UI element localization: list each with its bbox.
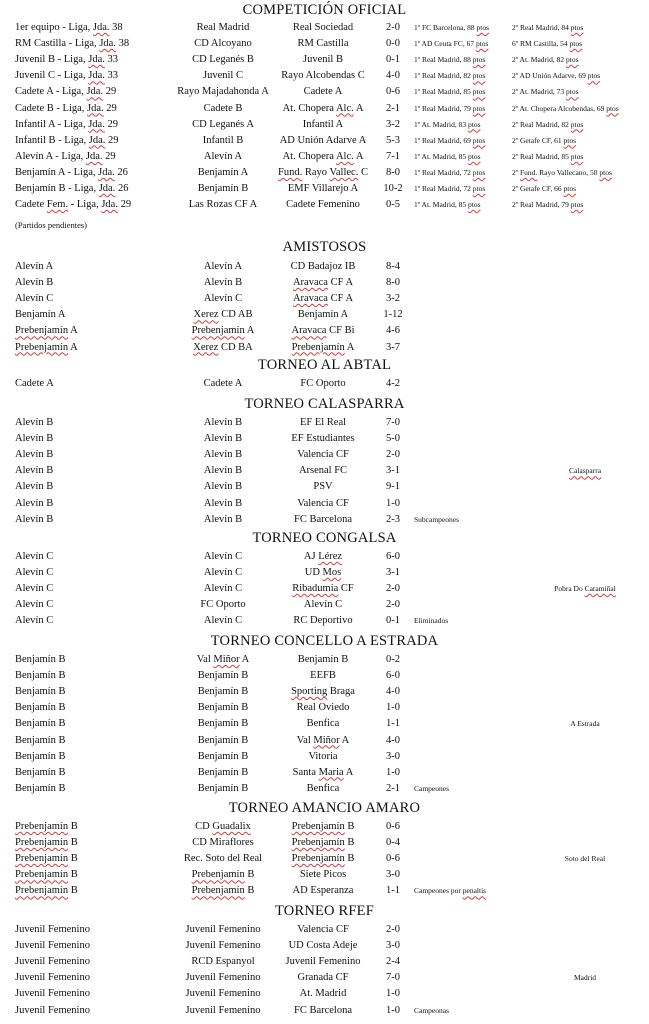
team-category: Alevín B (15, 417, 54, 428)
section-title: TORNEO CONCELLO A ESTRADA (210, 633, 439, 649)
away-team: Aravaca CF A (292, 277, 354, 289)
away-team: Ribadumia CF (292, 583, 354, 595)
away-team: Sporting Braga (291, 686, 355, 698)
score: 1-0 (386, 988, 400, 1000)
standings-note: 2º Real Madrid, 84 ptos (512, 23, 584, 32)
result-row (0, 447, 649, 463)
home-team: Juvenil C (203, 70, 243, 82)
result-row (0, 851, 649, 867)
home-team: CD Guadalix (195, 821, 251, 832)
result-row (0, 986, 649, 1002)
home-team: Prebenjamín B (191, 869, 255, 881)
team-category: Alevín A - Liga, Jda. 29 (15, 150, 116, 162)
home-team: Rayo Majadahonda A (177, 86, 269, 98)
score: 2-4 (386, 956, 400, 968)
result-note: 1º At. Madrid, 83 ptos (414, 119, 481, 129)
result-row (0, 340, 649, 356)
team-category: Benjamín B - Liga, Jda. 26 (15, 183, 129, 194)
pending-footnote: (Partidos pendientes) (15, 220, 87, 230)
away-team: Fund. Rayo Vallec. C (278, 166, 368, 178)
result-row (0, 181, 649, 197)
section-title: TORNEO AL ABTAL (257, 357, 392, 373)
team-category: Benjamín B (15, 702, 66, 714)
home-team: Juvenil Femenino (185, 924, 261, 935)
score: 2-0 (386, 599, 400, 611)
away-team: EF Estudiantes (291, 433, 355, 445)
result-row (0, 668, 649, 684)
score: 1-1 (386, 718, 400, 730)
away-team: Cadete Femenino (286, 199, 360, 211)
away-team: AJ Lérez (303, 551, 343, 562)
result-note: 1º FC Barcelona, 88 ptos (414, 23, 490, 32)
home-team: Prebenjamín A (191, 325, 255, 337)
result-note: 1º AD Ceuta FC, 67 ptos (414, 39, 489, 49)
score: 4-0 (386, 70, 400, 82)
result-row (0, 512, 649, 528)
tournament-place: A Estrada (570, 719, 600, 729)
home-team: Alevín C (203, 293, 243, 305)
result-row (0, 922, 649, 938)
result-row (0, 36, 649, 52)
result-row (0, 20, 649, 36)
tournament-place: Madrid (573, 973, 597, 983)
result-row (0, 954, 649, 970)
result-row (0, 84, 649, 100)
away-team: At. Chopera Alc. A (282, 102, 364, 114)
home-team: CD Leganés B (192, 54, 254, 66)
home-team: Alevín B (203, 433, 243, 445)
away-team: RC Deportivo (293, 615, 353, 627)
away-team: Benfica (306, 782, 340, 794)
home-team: Val Miñor A (196, 654, 250, 665)
score: 2-0 (386, 22, 400, 33)
score: 3-7 (386, 341, 400, 353)
team-category: Alevín C (15, 615, 54, 627)
score: 2-0 (386, 924, 400, 935)
home-team: Benjamín B (197, 718, 249, 730)
result-row (0, 463, 649, 479)
team-category: Benjamín B (15, 670, 66, 682)
home-team: Alevín C (203, 551, 243, 562)
score: 3-0 (386, 869, 400, 881)
score: 1-0 (386, 766, 400, 778)
standings-note: 2º AD Unión Adarve, 69 ptos (512, 71, 601, 81)
team-category: Benjamín A - Liga, Jda. 26 (15, 166, 128, 178)
score: 3-1 (386, 567, 400, 579)
result-row (0, 835, 649, 851)
team-category: Alevín B (15, 513, 54, 525)
home-team: Benjamín B (197, 183, 249, 194)
home-team: Alevín B (203, 465, 243, 477)
section-title: TORNEO RFEF (274, 903, 375, 919)
result-row (0, 52, 649, 68)
team-category: Benjamín B (15, 686, 66, 698)
home-team: Benjamín A (197, 166, 249, 178)
home-team: Juvenil Femenino (185, 940, 261, 952)
team-category: Cadete A - Liga, Jda. 29 (15, 86, 117, 98)
score: 6-0 (386, 670, 400, 682)
score: 5-0 (386, 433, 400, 445)
result-row (0, 867, 649, 883)
score: 0-1 (386, 54, 400, 66)
home-team: Alevín C (203, 567, 243, 579)
team-category: Juvenil B - Liga, Jda. 33 (15, 54, 118, 66)
away-team: Real Sociedad (292, 22, 354, 33)
result-row (0, 291, 649, 307)
result-row (0, 68, 649, 84)
away-team: Benfica (306, 718, 340, 730)
team-category: Benjamín B (15, 718, 66, 730)
home-team: Benjamín B (197, 670, 249, 682)
team-category: 1er equipo - Liga, Jda. 38 (15, 22, 123, 33)
away-team: Valencia CF (297, 497, 349, 509)
team-category: Juvenil Femenino (15, 988, 90, 1000)
team-category: RM Castilla - Liga, Jda. 38 (15, 38, 130, 50)
result-row (0, 431, 649, 447)
team-category: Alevín C (15, 567, 54, 579)
home-team: Cadete A (203, 378, 243, 389)
section-title: TORNEO CALASPARRA (244, 396, 405, 412)
result-note: Subcampeones (414, 514, 459, 524)
home-team: Benjamín B (197, 782, 249, 794)
result-note: Campeones por penaltis (414, 886, 487, 896)
section-title: AMISTOSOS (282, 239, 367, 255)
result-note: Campeonas (414, 1005, 449, 1015)
result-row (0, 819, 649, 835)
team-category: Infantil A - Liga, Jda. 29 (15, 118, 118, 130)
away-team: Siete Picos (299, 869, 347, 881)
score: 0-6 (386, 821, 400, 832)
score: 10-2 (383, 183, 403, 194)
home-team: CD Alcoyano (194, 38, 252, 50)
team-category: Prebenjamín B (15, 885, 78, 897)
home-team: Juvenil Femenino (185, 972, 261, 984)
away-team: AD Esperanza (292, 885, 354, 897)
score: 6-0 (386, 551, 400, 562)
result-row (0, 581, 649, 597)
home-team: Xerez CD BA (193, 341, 253, 353)
away-team: FC Oporto (300, 378, 346, 389)
team-category: Benjamín A (15, 309, 66, 321)
result-row (0, 415, 649, 431)
away-team: Aravaca CF A (292, 293, 354, 305)
result-row (0, 883, 649, 899)
score: 4-2 (386, 378, 400, 389)
home-team: Infantil B (202, 134, 244, 146)
team-category: Alevín C (15, 293, 54, 305)
away-team: Vitoria (308, 750, 338, 762)
section-title: COMPETICIÓN OFICIAL (242, 2, 407, 18)
result-row (0, 376, 649, 392)
home-team: Prebenjamín B (191, 885, 255, 897)
away-team: RM Castilla (297, 38, 349, 50)
away-team: Santa Maria A (292, 766, 354, 778)
team-category: Alevín C (15, 599, 54, 611)
result-note: 1º Real Madrid, 88 ptos (414, 55, 486, 65)
result-row (0, 597, 649, 613)
standings-note: 2º Getafe CF, 66 ptos (512, 184, 577, 193)
away-team: Juvenil B (303, 54, 343, 66)
result-row (0, 765, 649, 781)
home-team: Juvenil Femenino (185, 988, 261, 1000)
team-category: Juvenil Femenino (15, 956, 90, 968)
score: 1-0 (386, 702, 400, 714)
home-team: Benjamín B (197, 734, 249, 746)
result-row (0, 781, 649, 797)
home-team: Rec. Soto del Real (183, 853, 263, 865)
standings-note: 2º Real Madrid, 82 ptos (512, 119, 584, 129)
away-team: Valencia CF (297, 449, 349, 461)
result-row (0, 733, 649, 749)
team-category: Alevín C (15, 583, 54, 595)
score: 1-0 (386, 1004, 400, 1016)
score: 3-0 (386, 940, 400, 952)
team-category: Alevín C (15, 551, 54, 562)
away-team: EF El Real (299, 417, 347, 428)
team-category: Benjamín B (15, 734, 66, 746)
result-note: 1º Real Madrid, 72 ptos (414, 167, 486, 177)
away-team: Cadete A (303, 86, 343, 98)
section-title: TORNEO CONGALSA (252, 530, 397, 546)
result-row (0, 323, 649, 339)
score: 3-1 (386, 465, 400, 477)
home-team: Xerez CD AB (193, 309, 253, 321)
away-team: EEFB (310, 670, 336, 682)
away-team: Prebenjamín B (291, 837, 355, 849)
score: 1-0 (386, 497, 400, 509)
away-team: EMF Villarejo A (287, 183, 359, 194)
away-team: Real Oviedo (296, 702, 350, 714)
score: 4-6 (386, 325, 400, 337)
score: 7-0 (386, 417, 400, 428)
standings-note: 2º Real Madrid, 79 ptos (512, 200, 584, 210)
result-row (0, 700, 649, 716)
result-row (0, 565, 649, 581)
team-category: Prebenjamín B (15, 837, 78, 849)
team-category: Cadete B - Liga, Jda. 29 (15, 102, 117, 114)
team-category: Benjamín B (15, 654, 66, 665)
home-team: Alevín A (203, 150, 243, 162)
team-category: Alevín B (15, 481, 54, 493)
score: 0-5 (386, 199, 400, 211)
score: 7-1 (386, 150, 400, 162)
section-title: TORNEO AMANCIO AMARO (228, 800, 421, 816)
team-category: Alevín B (15, 433, 54, 445)
team-category: Alevín B (15, 465, 54, 477)
score: 2-0 (386, 449, 400, 461)
away-team: UD Mos (304, 567, 342, 579)
team-category: Juvenil Femenino (15, 972, 90, 984)
team-category: Prebenjamín B (15, 869, 78, 881)
score: 0-1 (386, 615, 400, 627)
team-category: Prebenjamín A (15, 341, 78, 353)
team-category: Cadete Fem. - Liga, Jda. 29 (15, 199, 132, 211)
tournament-place: Calasparra (568, 466, 602, 476)
result-row (0, 479, 649, 495)
result-row (0, 613, 649, 629)
result-note: 1º Real Madrid, 79 ptos (414, 103, 486, 113)
result-row (0, 496, 649, 512)
result-row (0, 1003, 649, 1019)
result-row (0, 716, 649, 732)
away-team: Aravaca CF Bi (291, 325, 355, 337)
home-team: Benjamín B (197, 750, 249, 762)
result-note: Eliminados (414, 616, 449, 626)
home-team: FC Oporto (200, 599, 246, 611)
home-team: Alevín A (203, 261, 243, 272)
result-row (0, 101, 649, 117)
score: 2-3 (386, 513, 400, 525)
home-team: CD Miraflores (192, 837, 254, 849)
result-note: Campeones (414, 783, 449, 793)
result-note: 1º Real Madrid, 82 ptos (414, 71, 486, 81)
tournament-place: Pobra Do Caramiñal (554, 584, 616, 594)
standings-note: 2º Getafe CF, 61 ptos (512, 135, 577, 145)
team-category: Benjamín B (15, 766, 66, 778)
score: 1-12 (383, 309, 403, 321)
result-note: 1º Real Madrid, 85 ptos (414, 87, 486, 97)
team-category: Alevín B (15, 277, 54, 289)
home-team: Benjamín B (197, 686, 249, 698)
team-category: Juvenil Femenino (15, 940, 90, 952)
team-category: Alevín B (15, 449, 54, 461)
score: 2-0 (386, 583, 400, 595)
home-team: Alevín B (203, 513, 243, 525)
team-category: Cadete A (15, 378, 54, 389)
team-category: Juvenil Femenino (15, 924, 90, 935)
score: 3-2 (386, 293, 400, 305)
home-team: Alevín B (203, 417, 243, 428)
away-team: Juvenil Femenino (285, 956, 361, 968)
away-team: CD Badajoz IB (290, 261, 356, 272)
away-team: At. Madrid (299, 988, 347, 1000)
score: 0-6 (386, 853, 400, 865)
away-team: AD Unión Adarve A (279, 134, 367, 146)
score: 1-1 (386, 885, 400, 897)
score: 5-3 (386, 134, 400, 146)
score: 3-2 (386, 118, 400, 130)
standings-note: 2º Real Madrid, 85 ptos (512, 151, 584, 161)
result-row (0, 133, 649, 149)
result-row (0, 652, 649, 668)
result-note: 1º At. Madrid, 85 ptos (414, 200, 481, 210)
away-team: Granada CF (297, 972, 349, 984)
team-category: Juvenil Femenino (15, 1004, 90, 1016)
team-category: Benjamín B (15, 750, 66, 762)
home-team: Alevín C (203, 583, 243, 595)
home-team: Alevín B (203, 449, 243, 461)
team-category: Prebenjamín B (15, 853, 78, 865)
score: 0-2 (386, 654, 400, 665)
score: 7-0 (386, 972, 400, 984)
standings-note: 2º Fund. Rayo Vallecano, 58 ptos (512, 167, 612, 177)
result-row (0, 275, 649, 291)
result-row (0, 684, 649, 700)
away-team: PSV (313, 481, 333, 493)
away-team: Val Miñor A (296, 734, 350, 746)
away-team: FC Barcelona (293, 513, 353, 525)
away-team: Arsenal FC (298, 465, 348, 477)
home-team: Cadete B (203, 102, 243, 114)
team-category: Alevín B (15, 497, 54, 509)
result-row (0, 549, 649, 565)
score: 8-0 (386, 166, 400, 178)
team-category: Juvenil C - Liga, Jda. 33 (15, 70, 118, 82)
result-note: 1º Real Madrid, 72 ptos (414, 184, 486, 193)
team-category: Prebenjamín B (15, 821, 78, 832)
result-row (0, 149, 649, 165)
away-team: Infantil A (302, 118, 344, 130)
score: 8-4 (386, 261, 400, 272)
home-team: Alevín B (203, 481, 243, 493)
away-team: Benjamín A (297, 309, 349, 321)
away-team: Benjamín B (297, 654, 349, 665)
away-team: Alevín C (303, 599, 343, 611)
home-team: RCD Espanyol (191, 956, 255, 968)
home-team: Alevín B (203, 277, 243, 289)
result-note: 1º Real Madrid, 69 ptos (414, 135, 486, 145)
away-team: UD Costa Adeje (288, 940, 358, 952)
score: 0-6 (386, 86, 400, 98)
team-category: Benjamín B (15, 782, 66, 794)
score: 4-0 (386, 734, 400, 746)
standings-note: 6º RM Castilla, 54 ptos (512, 39, 583, 49)
away-team: Prebenjamín B (291, 853, 355, 865)
score: 4-0 (386, 686, 400, 698)
away-team: FC Barcelona (293, 1004, 353, 1016)
home-team: Juvenil Femenino (185, 1004, 261, 1016)
away-team: Prebenjamín B (291, 821, 355, 832)
score: 0-0 (386, 38, 400, 50)
home-team: Las Rozas CF A (188, 199, 258, 211)
away-team: Prebenjamín A (291, 341, 355, 353)
standings-note: 2º At. Chopera Alcobendas, 69 ptos (512, 103, 619, 113)
home-team: Benjamín B (197, 766, 249, 778)
result-row (0, 749, 649, 765)
result-row (0, 165, 649, 181)
score: 3-0 (386, 750, 400, 762)
result-row (0, 197, 649, 213)
score: 9-1 (386, 481, 400, 493)
team-category: Alevín A (15, 261, 54, 272)
result-row (0, 259, 649, 275)
home-team: Alevín B (203, 497, 243, 509)
tournament-place: Soto del Real (564, 854, 606, 864)
score: 2-1 (386, 782, 400, 794)
result-row (0, 970, 649, 986)
score: 0-4 (386, 837, 400, 849)
home-team: CD Leganés A (192, 118, 254, 130)
away-team: Rayo Alcobendas C (281, 70, 365, 82)
team-category: Infantil B - Liga, Jda. 29 (15, 134, 119, 146)
standings-note: 2º At. Madrid, 82 ptos (512, 55, 579, 65)
result-row (0, 938, 649, 954)
home-team: Benjamín B (197, 702, 249, 714)
score: 8-0 (386, 277, 400, 289)
home-team: Real Madrid (196, 22, 250, 33)
result-row (0, 307, 649, 323)
team-category: Prebenjamín A (15, 325, 78, 337)
away-team: At. Chopera Alc. A (282, 150, 364, 162)
standings-note: 2º At. Madrid, 73 ptos (512, 87, 579, 97)
home-team: Alevín C (203, 615, 243, 627)
result-row (0, 117, 649, 133)
score: 2-1 (386, 102, 400, 114)
result-note: 1º At. Madrid, 85 ptos (414, 151, 481, 161)
away-team: Valencia CF (297, 924, 349, 935)
